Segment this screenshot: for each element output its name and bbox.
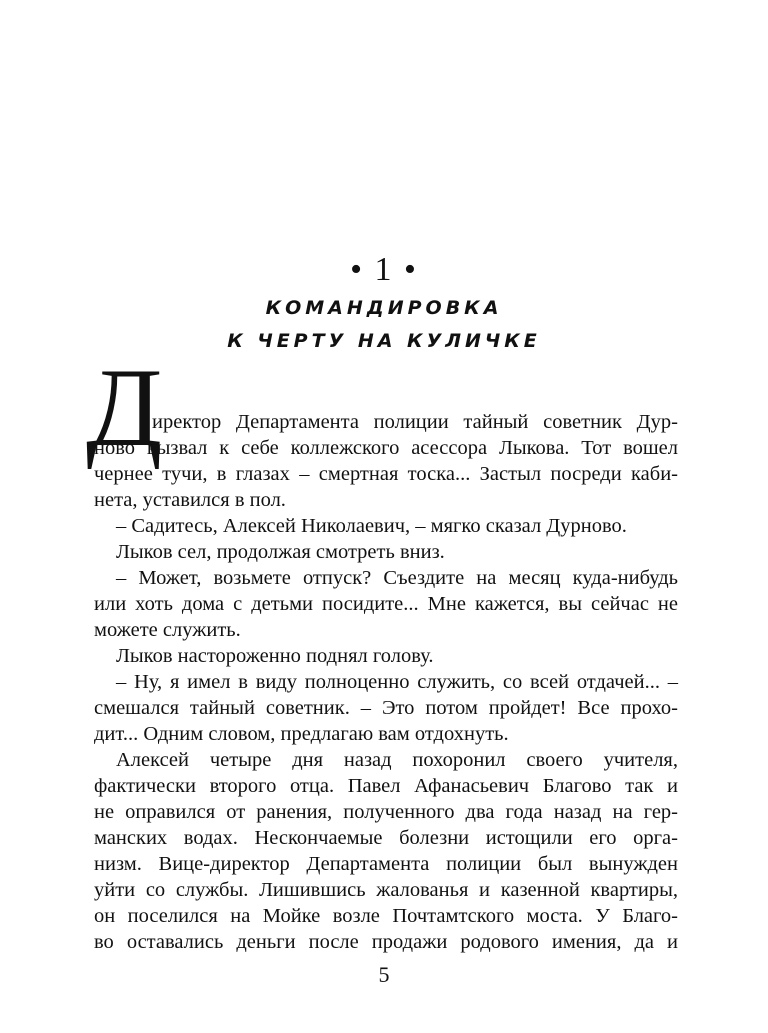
drop-cap: Д [86,346,163,470]
text-line: Лыков сел, продолжая смотреть вниз. [116,541,445,563]
text-line: уйти со службы. Лишившись жалованья и казенной квартиры, [94,879,678,901]
text-line: манских водах. Нескончаемые болезни истощили его орга- [94,827,678,849]
text-line: фактически второго отца. Павел Афанасьевич Благово так и [94,775,678,797]
text-line: – Садитесь, Алексей Николаевич, – мягко сказал Дурново. [116,515,627,537]
text-line: не оправился от ранения, полученного два года назад на гер- [94,801,678,823]
text-line: во оставались деньги после продажи родового имения, да и [94,931,678,953]
chapter-title-line-1: КОМАНДИРОВКА [265,297,503,319]
text-line: чернее тучи, в глазах – смертная тоска... Застыл посреди каби- [94,463,678,485]
chapter-title-line-2: К ЧЕРТУ НА КУЛИЧКЕ [227,330,541,352]
text-line: нета, уставился в пол. [94,489,286,511]
text-line: – Может, возьмете отпуск? Съездите на месяц куда-нибудь [116,567,678,589]
text-line: смешался тайный советник. – Это потом пройдет! Все прохо- [94,697,678,719]
text-line: дит... Одним словом, предлагаю вам отдохнуть. [94,723,509,745]
chapter-number: • 1 • [350,251,418,288]
text-line: или хоть дома с детьми посидите... Мне кажется, вы сейчас не [94,593,678,615]
text-line: можете служить. [94,619,241,641]
text-line: он поселился на Мойке возле Почтамтского моста. У Благо- [94,905,678,927]
text-line: ново вызвал к себе коллежского асессора Лыкова. Тот вошел [94,437,678,459]
text-line: – Ну, я имел в виду полноценно служить, со всей отдачей... – [116,671,678,693]
text-line: Лыков настороженно поднял голову. [116,645,434,667]
page-number: 5 [378,962,390,987]
text-line: низм. Вице-директор Департамента полиции был вынужден [94,853,678,875]
text-line: Алексей четыре дня назад похоронил своего учителя, [116,749,678,771]
text-line: иректор Департамента полиции тайный советник Дур- [152,411,678,433]
